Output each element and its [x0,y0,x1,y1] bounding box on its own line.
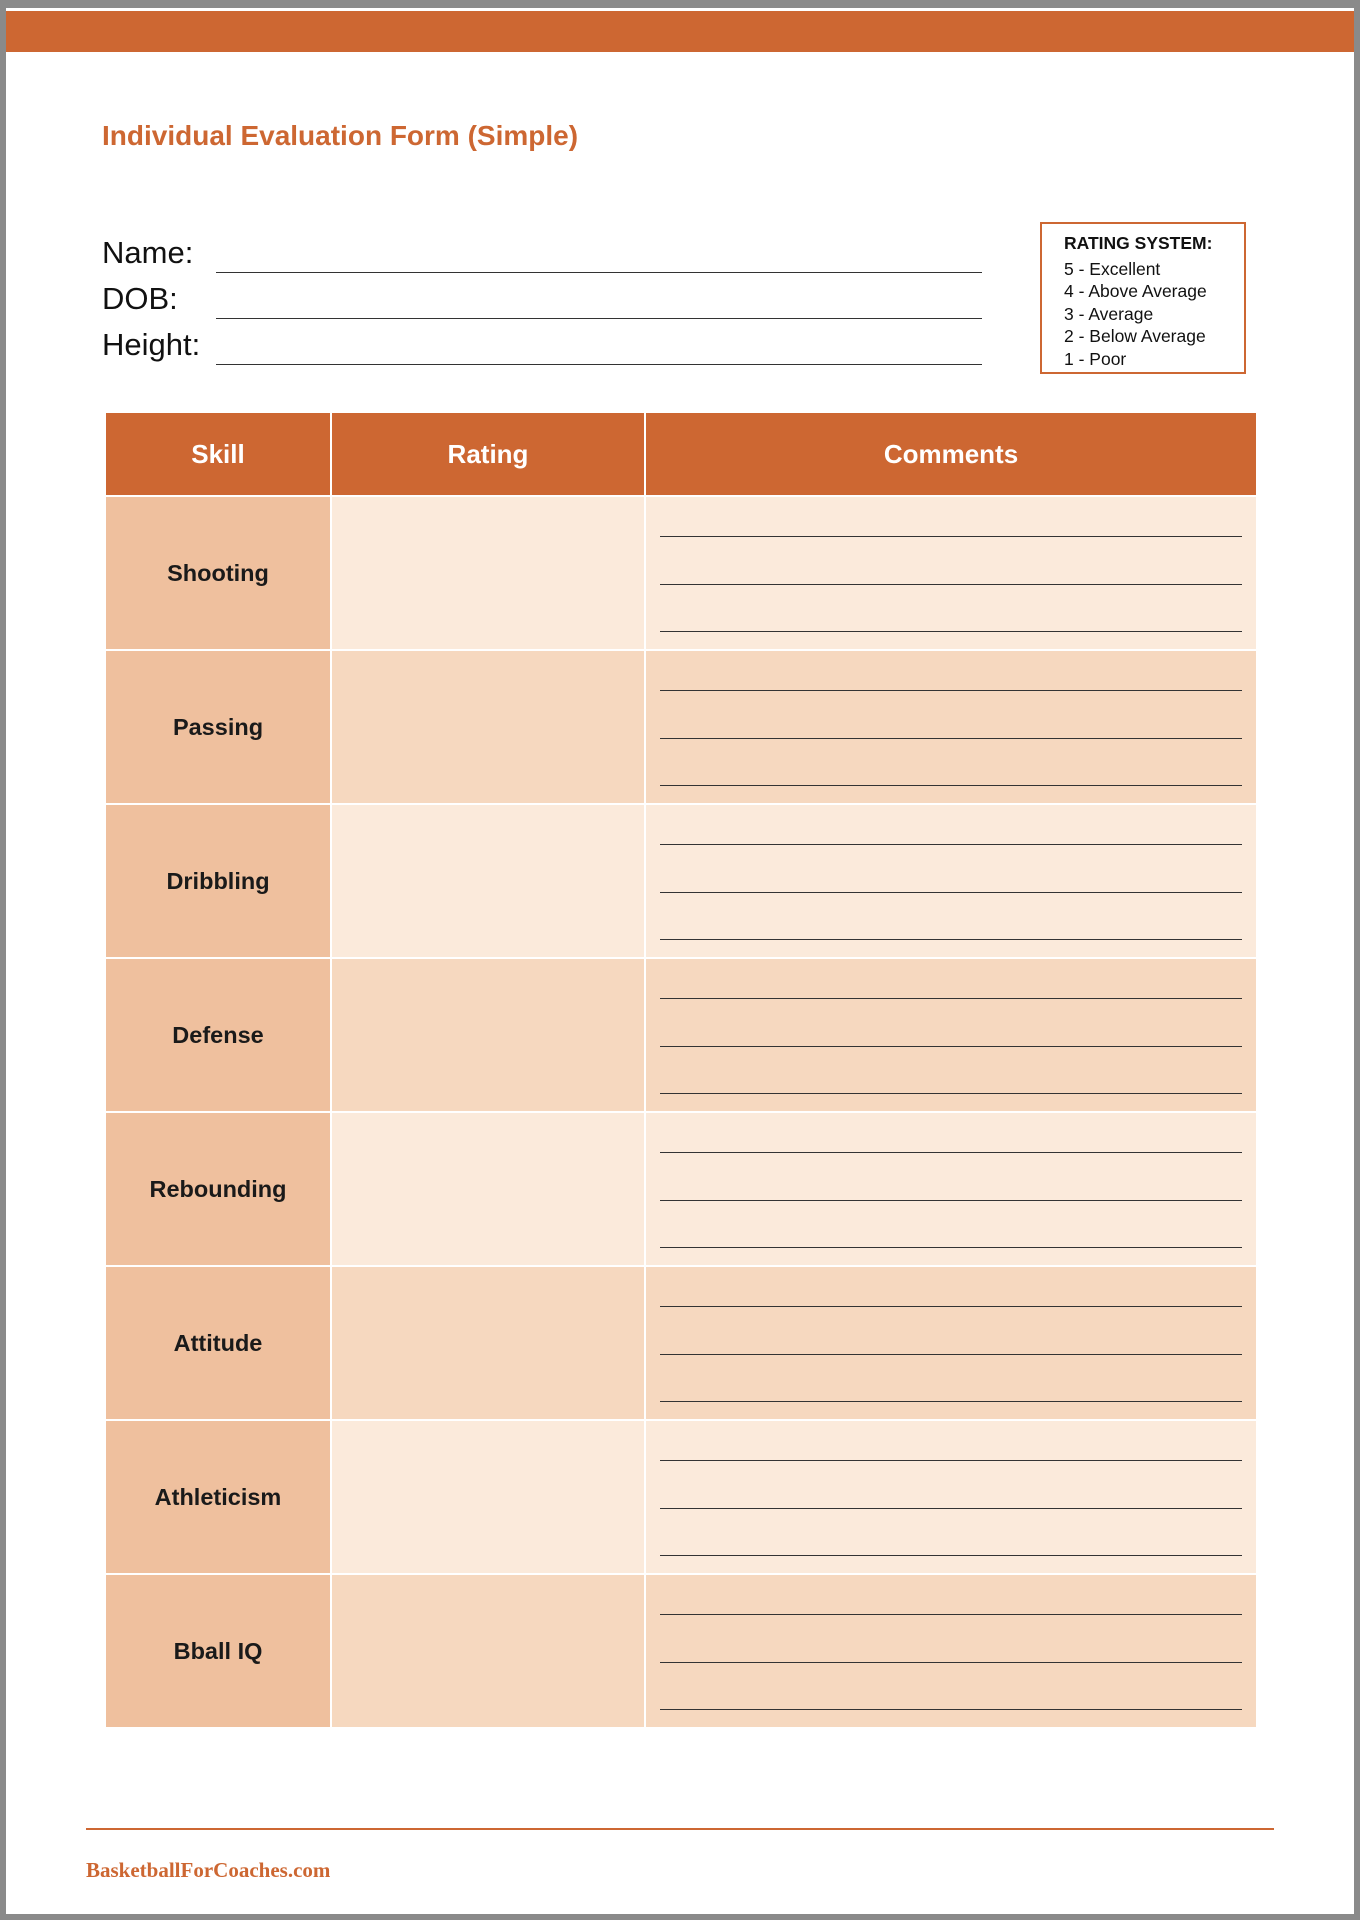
skill-name-cell: Passing [105,650,331,804]
skill-name-cell: Athleticism [105,1420,331,1574]
comment-lines [646,960,1256,1110]
rating-input-cell[interactable] [331,1266,645,1420]
skill-name-cell: Attitude [105,1266,331,1420]
name-input-line[interactable] [216,272,982,273]
rating-level: 5 - Excellent [1064,258,1161,279]
rating-input-cell[interactable] [331,650,645,804]
comments-column-header: Comments [645,412,1257,496]
comments-input-cell[interactable] [645,1266,1257,1420]
comment-lines [646,1268,1256,1418]
rating-level: 1 - Poor [1064,348,1127,369]
rating-column-header: Rating [331,412,645,496]
name-label: Name: [102,235,194,270]
table-row [105,958,1257,1112]
skill-name-cell: Bball IQ [105,1574,331,1728]
comment-writing-line[interactable] [660,1460,1242,1461]
table-header-row [105,412,1257,496]
table-row [105,1112,1257,1266]
rating-level: 2 - Below Average [1064,326,1206,346]
comment-writing-line[interactable] [660,584,1242,585]
comments-input-cell[interactable] [645,1420,1257,1574]
rating-input-cell[interactable] [331,1420,645,1574]
comment-writing-line[interactable] [660,1614,1242,1615]
dob-label: DOB: [102,281,178,316]
comment-writing-line[interactable] [660,1306,1242,1307]
skills-evaluation-table [104,411,1258,1729]
rating-input-cell[interactable] [331,804,645,958]
height-field[interactable] [102,325,982,365]
table-body [105,496,1257,1728]
comment-lines [646,1114,1256,1264]
footer-divider [86,1828,1274,1830]
rating-level: 3 - Average [1064,303,1154,324]
comment-writing-line[interactable] [660,785,1242,786]
dob-field[interactable] [102,279,982,319]
table-row [105,650,1257,804]
comment-writing-line[interactable] [660,1662,1242,1663]
comment-writing-line[interactable] [660,1709,1242,1710]
comment-writing-line[interactable] [660,1354,1242,1355]
rating-system-title: RATING SYSTEM: [1064,233,1213,253]
comment-writing-line[interactable] [660,939,1242,940]
comment-writing-line[interactable] [660,998,1242,999]
comment-writing-line[interactable] [660,892,1242,893]
table-row [105,496,1257,650]
comment-lines [646,1422,1256,1572]
rating-input-cell[interactable] [331,496,645,650]
table-row [105,804,1257,958]
rating-input-cell[interactable] [331,1574,645,1728]
table-row [105,1420,1257,1574]
height-input-line[interactable] [216,364,982,365]
comment-writing-line[interactable] [660,738,1242,739]
comments-input-cell[interactable] [645,1112,1257,1266]
skill-column-header: Skill [105,412,331,496]
skill-name-cell: Defense [105,958,331,1112]
rating-system-box [1040,222,1246,374]
top-accent-bar [6,11,1354,52]
name-field[interactable] [102,233,982,273]
rating-input-cell[interactable] [331,958,645,1112]
comments-input-cell[interactable] [645,804,1257,958]
comment-lines [646,806,1256,956]
comment-writing-line[interactable] [660,690,1242,691]
comments-input-cell[interactable] [645,1574,1257,1728]
height-label: Height: [102,327,201,362]
comments-input-cell[interactable] [645,650,1257,804]
skill-name-cell: Dribbling [105,804,331,958]
comment-writing-line[interactable] [660,1046,1242,1047]
comment-writing-line[interactable] [660,1152,1242,1153]
rating-input-cell[interactable] [331,1112,645,1266]
skill-name-cell: Rebounding [105,1112,331,1266]
table-row [105,1574,1257,1728]
dob-input-line[interactable] [216,318,982,319]
comment-writing-line[interactable] [660,1093,1242,1094]
form-title: Individual Evaluation Form (Simple) [102,120,579,151]
footer-site-name: BasketballForCoaches.com [86,1858,331,1882]
comment-writing-line[interactable] [660,1508,1242,1509]
skill-name-cell: Shooting [105,496,331,650]
comment-writing-line[interactable] [660,536,1242,537]
comment-writing-line[interactable] [660,1555,1242,1556]
comment-writing-line[interactable] [660,631,1242,632]
rating-level: 4 - Above Average [1064,281,1207,301]
comments-input-cell[interactable] [645,958,1257,1112]
comment-lines [646,1576,1256,1726]
comment-writing-line[interactable] [660,1247,1242,1248]
comment-lines [646,498,1256,648]
comment-lines [646,652,1256,802]
comment-writing-line[interactable] [660,1401,1242,1402]
comments-input-cell[interactable] [645,496,1257,650]
comment-writing-line[interactable] [660,1200,1242,1201]
comment-writing-line[interactable] [660,844,1242,845]
evaluation-form-page [6,8,1354,1914]
table-row [105,1266,1257,1420]
